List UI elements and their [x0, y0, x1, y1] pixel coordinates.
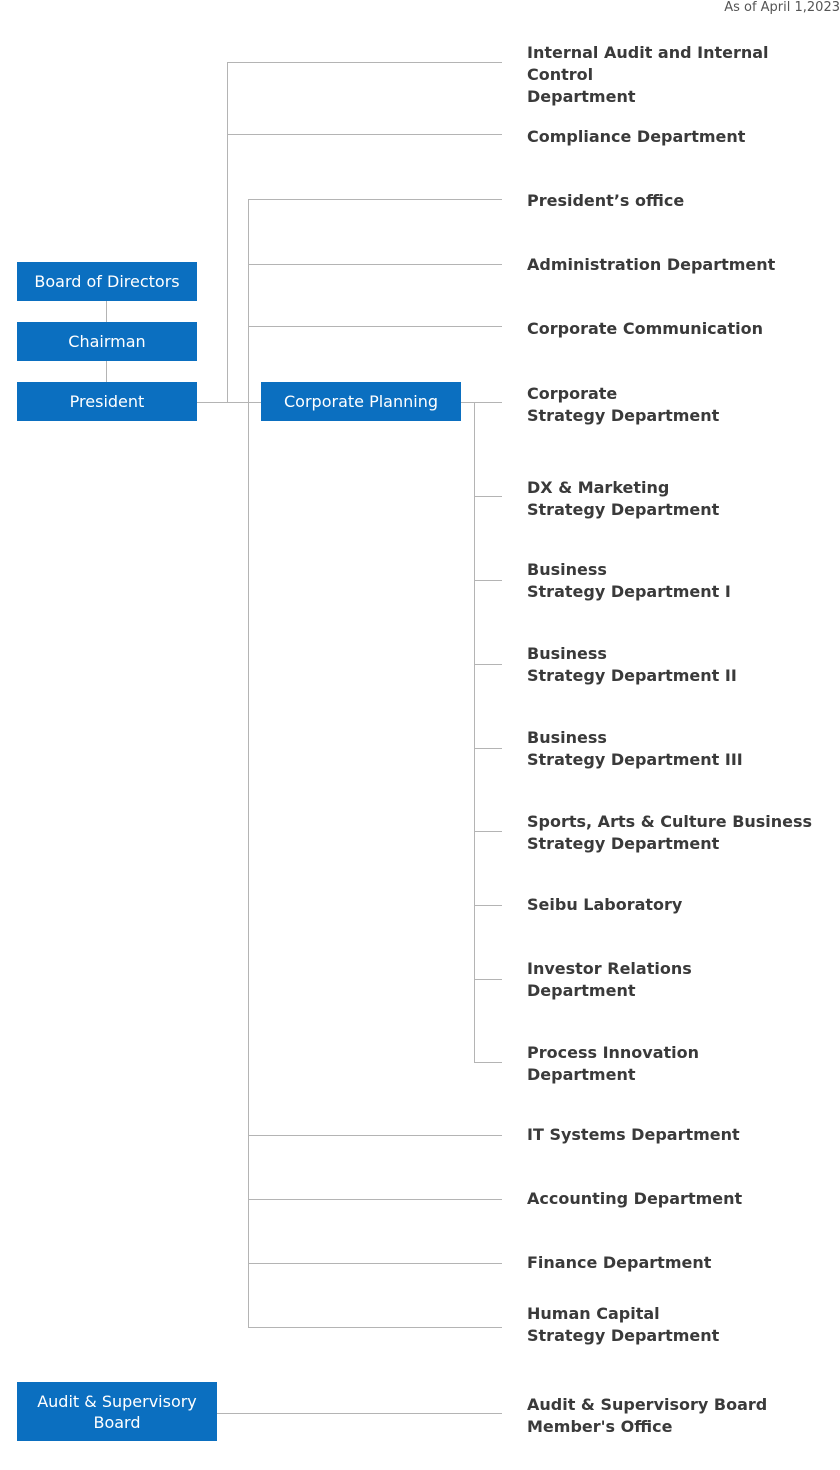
dept-administration: Administration Department — [527, 255, 776, 274]
chairman-label: Chairman — [68, 332, 146, 351]
dept-investor-relations: Investor Relations Department — [527, 959, 692, 1000]
board-of-directors-label: Board of Directors — [34, 272, 180, 291]
president-label: President — [69, 392, 145, 411]
dept-business-3: Business Strategy Department III — [527, 728, 743, 769]
branch-business-1 — [474, 580, 502, 581]
branch-corporate-strategy — [461, 402, 502, 403]
president-box — [17, 382, 197, 421]
vertical-line-upper — [227, 62, 228, 402]
branch-compliance — [227, 134, 502, 135]
dept-internal-audit: Internal Audit and Internal Control Department — [527, 43, 769, 106]
branch-it-systems — [248, 1135, 502, 1136]
branch-process-innovation — [474, 1062, 502, 1063]
connector-chairman-president — [106, 361, 107, 382]
dept-sports-arts: Sports, Arts & Culture Business Strategy Department — [527, 812, 813, 853]
dept-finance: Finance Department — [527, 1253, 712, 1272]
dept-dx-marketing: DX & Marketing Strategy Department — [527, 478, 720, 519]
chairman-box — [17, 322, 197, 361]
branch-sports-arts — [474, 831, 502, 832]
audit-supervisory-board-label: Audit & Supervisory Board — [37, 1391, 197, 1432]
branch-administration — [248, 264, 502, 265]
connector-board-chairman — [106, 301, 107, 322]
branch-internal-audit — [227, 62, 502, 63]
dept-business-2: Business Strategy Department II — [527, 644, 737, 685]
vertical-line-main — [248, 199, 249, 1327]
dept-audit-office: Audit & Supervisory Board Member's Office — [527, 1395, 768, 1436]
branch-audit-office — [217, 1413, 502, 1414]
audit-supervisory-board-box — [17, 1382, 217, 1441]
dept-presidents-office: President’s office — [527, 191, 685, 210]
as-of-date: As of April 1,2023 — [724, 0, 840, 15]
branch-dx-marketing — [474, 496, 502, 497]
corporate-planning-box — [261, 382, 461, 421]
dept-compliance: Compliance Department — [527, 127, 746, 146]
board-of-directors-box — [17, 262, 197, 301]
branch-finance — [248, 1263, 502, 1264]
dept-process-innovation: Process Innovation Department — [527, 1043, 700, 1084]
dept-corporate-communication: Corporate Communication — [527, 319, 763, 338]
branch-investor-relations — [474, 979, 502, 980]
branch-corporate-communication — [248, 326, 502, 327]
dept-human-capital: Human Capital Strategy Department — [527, 1304, 720, 1345]
dept-seibu-laboratory: Seibu Laboratory — [527, 895, 683, 914]
branch-presidents-office — [248, 199, 502, 200]
dept-accounting: Accounting Department — [527, 1189, 743, 1208]
dept-business-1: Business Strategy Department I — [527, 560, 731, 601]
branch-accounting — [248, 1199, 502, 1200]
branch-business-2 — [474, 664, 502, 665]
dept-corporate-strategy: Corporate Strategy Department — [527, 384, 720, 425]
branch-business-3 — [474, 748, 502, 749]
connector-president-corporate-planning — [197, 402, 261, 403]
branch-human-capital — [248, 1327, 502, 1328]
dept-it-systems: IT Systems Department — [527, 1125, 740, 1144]
vertical-line-corporate-planning — [474, 402, 475, 1062]
branch-seibu-laboratory — [474, 905, 502, 906]
corporate-planning-label: Corporate Planning — [284, 392, 438, 411]
